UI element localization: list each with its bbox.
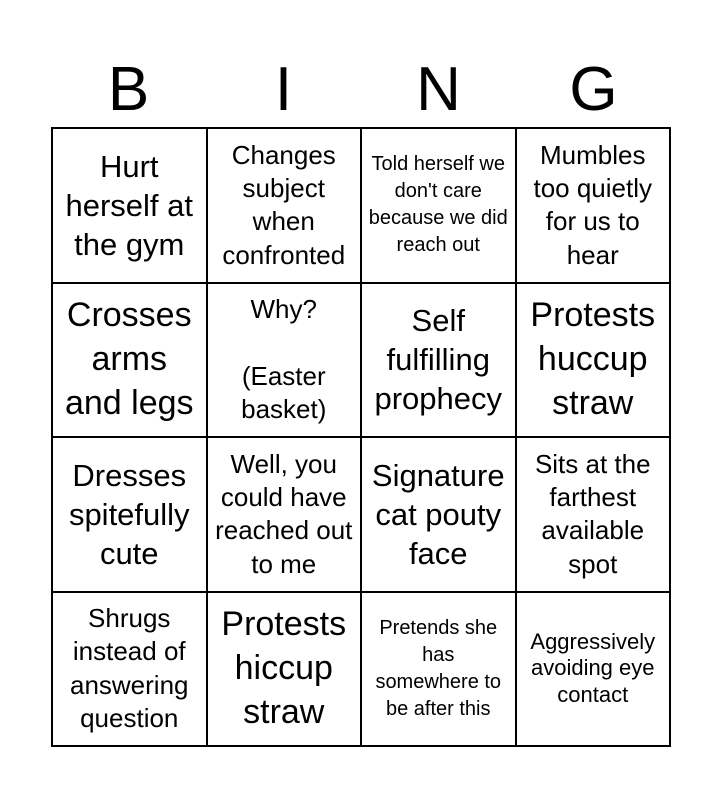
header-letter-b: B xyxy=(107,55,150,124)
bingo-cell[interactable]: Changes subject when confronted xyxy=(208,129,363,284)
bingo-cell[interactable]: Mumbles too quietly for us to hear xyxy=(517,129,672,284)
bingo-cell[interactable]: Why? (Easter basket) xyxy=(208,284,363,439)
bingo-cell[interactable]: Pretends she has somewhere to be after this xyxy=(362,593,517,748)
bingo-cell[interactable]: Well, you could have reached out to me xyxy=(208,438,363,593)
bingo-cell[interactable]: Self fulfilling prophecy xyxy=(362,284,517,439)
bingo-cell[interactable]: Protests huccup straw xyxy=(517,284,672,439)
bingo-cell[interactable]: Aggressively avoiding eye contact xyxy=(517,593,672,748)
bingo-cell[interactable]: Crosses arms and legs xyxy=(53,284,208,439)
bingo-cell[interactable]: Dresses spitefully cute xyxy=(53,438,208,593)
bingo-cell[interactable]: Shrugs instead of answering question xyxy=(53,593,208,748)
header-letter-n: N xyxy=(416,55,461,124)
bingo-cell[interactable]: Sits at the farthest available spot xyxy=(517,438,672,593)
bingo-header xyxy=(51,52,671,128)
bingo-cell[interactable]: Told herself we don't care because we did reach out xyxy=(362,129,517,284)
header-letter-g: G xyxy=(569,55,618,124)
bingo-cell[interactable]: Protests hiccup straw xyxy=(208,593,363,748)
bingo-cell[interactable]: Signature cat pouty face xyxy=(362,438,517,593)
header-letter-i: I xyxy=(274,55,293,124)
bingo-grid xyxy=(51,127,671,747)
bingo-cell[interactable]: Hurt herself at the gym xyxy=(53,129,208,284)
